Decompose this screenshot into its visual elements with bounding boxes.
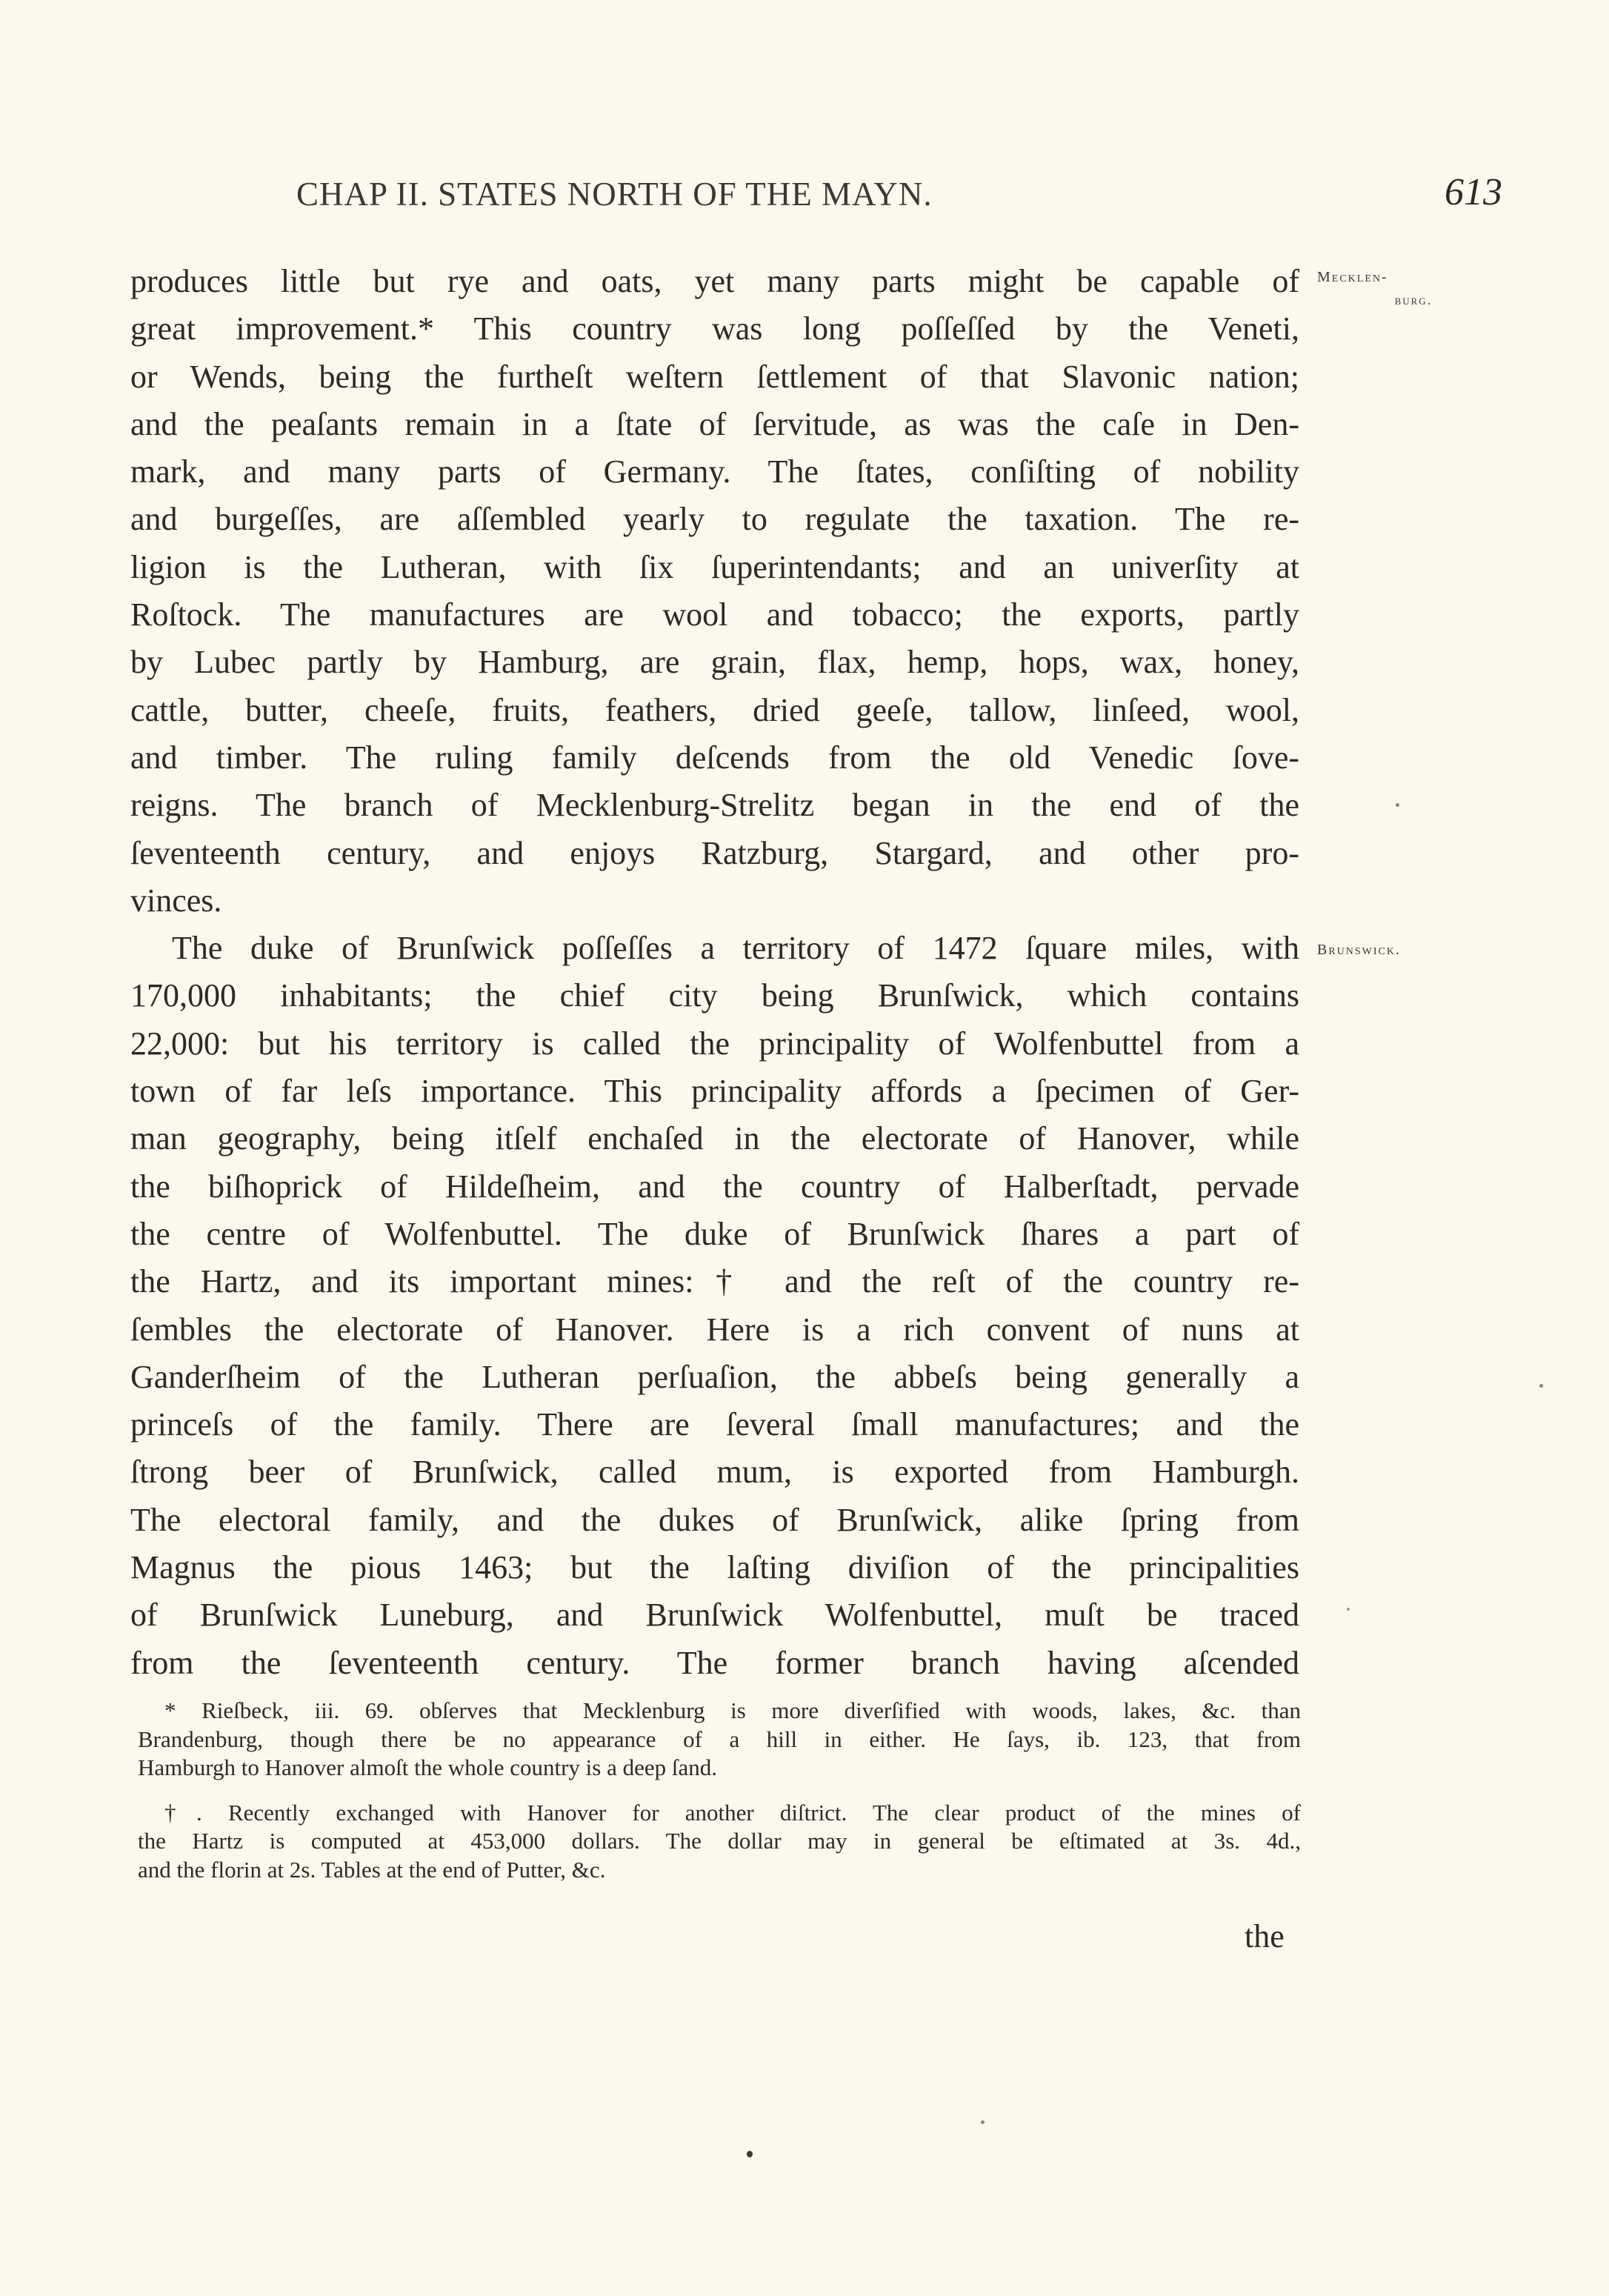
footnotes xyxy=(138,1697,1301,1884)
footnote-2 xyxy=(138,1799,1301,1885)
catchword: the xyxy=(1245,1918,1285,1954)
ink-speck xyxy=(1347,1608,1350,1611)
text-line: The electoral family, and the dukes of Brunſwick, alike ſpring from xyxy=(130,1501,1299,1538)
page-number: 613 xyxy=(1445,171,1502,213)
text-line: princeſs of the family. There are ſeveral ſmall manufactures; and the xyxy=(130,1406,1299,1443)
marginal-note-mecklenburg-line1: Mecklen- xyxy=(1317,269,1388,285)
text-line: by Lubec partly by Hamburg, are grain, flax, hemp, hops, wax, honey, xyxy=(130,644,1299,681)
text-line: produces little but rye and oats, yet many parts might be capable of xyxy=(130,263,1299,299)
text-line: ſembles the electorate of Hanover. Here is a rich convent of nuns at xyxy=(130,1311,1299,1348)
footnote-line: Hamburgh to Hanover almoſt the whole country is a deep ſand. xyxy=(138,1754,717,1780)
text-line: from the ſeventeenth century. The former branch having aſcended xyxy=(130,1644,1299,1681)
text-line: cattle, butter, cheeſe, fruits, feathers, dried geeſe, tallow, linſeed, wool, xyxy=(130,691,1299,728)
text-line: ſeventeenth century, and enjoys Ratzburg, Stargard, and other pro- xyxy=(130,834,1299,871)
text-line: and burgeſſes, are aſſembled yearly to regulate the taxation. The re- xyxy=(130,501,1299,538)
marginal-note-mecklenburg-line2: burg. xyxy=(1394,293,1433,308)
text-line: ſtrong beer of Brunſwick, called mum, is exported from Hamburgh. xyxy=(130,1454,1299,1491)
body-text xyxy=(130,258,1299,1687)
text-line: mark, and many parts of Germany. The ſtates, conſiſting of nobility xyxy=(130,453,1299,490)
text-line: Roſtock. The manufactures are wool and tobacco; the exports, partly xyxy=(130,596,1299,633)
text-line: 170,000 inhabitants; the chief city being Brunſwick, which contains xyxy=(130,977,1299,1014)
text-line: or Wends, being the furtheſt weſtern ſettlement of that Slavonic nation; xyxy=(130,358,1299,395)
ink-speck xyxy=(1539,1384,1543,1388)
footnote-gap xyxy=(138,1783,1301,1799)
text-line: vinces. xyxy=(130,882,222,919)
footnote-line: Brandenburg, though there be no appearance of a hill in either. He ſays, ib. 123, that from xyxy=(138,1726,1301,1752)
text-line: Magnus the pious 1463; but the laſting diviſion of the principalities xyxy=(130,1549,1299,1586)
text-line: The duke of Brunſwick poſſeſſes a territory of 1472 ſquare miles, with xyxy=(172,930,1299,967)
footnote-line: the Hartz is computed at 453,000 dollars. The dollar may in general be eſtimated at 3s. 4d., xyxy=(138,1828,1301,1854)
footnote-1 xyxy=(138,1697,1301,1783)
running-head: CHAP II. STATES NORTH OF THE MAYN. xyxy=(296,176,933,213)
text-line: man geography, being itſelf enchaſed in the electorate of Hanover, while xyxy=(130,1120,1299,1157)
text-line: of Brunſwick Luneburg, and Brunſwick Wolfenbuttel, muſt be traced xyxy=(130,1597,1299,1634)
footnote-line: * Rieſbeck, iii. 69. obſerves that Mecklenburg is more diverſified with woods, lakes, &c. than xyxy=(164,1697,1301,1723)
text-line: and timber. The ruling family deſcends from the old Venedic ſove- xyxy=(130,739,1299,776)
text-line: the Hartz, and its important mines:† and the reſt of the country re- xyxy=(130,1263,1299,1300)
marginal-note-mecklenburg xyxy=(1317,267,1495,311)
ink-speck xyxy=(981,2120,985,2124)
text-line: and the peaſants remain in a ſtate of ſervitude, as was the caſe in Den- xyxy=(130,405,1299,442)
text-line: the centre of Wolfenbuttel. The duke of Brunſwick ſhares a part of xyxy=(130,1215,1299,1252)
marginal-note-brunswick: Brunswick. xyxy=(1317,942,1402,958)
text-line: the biſhoprick of Hildeſheim, and the country of Halberſtadt, pervade xyxy=(130,1168,1299,1205)
ink-speck xyxy=(1396,803,1399,807)
text-line: Ganderſheim of the Lutheran perſuaſion, the abbeſs being generally a xyxy=(130,1358,1299,1395)
text-line: great improvement.* This country was long poſſeſſed by the Veneti, xyxy=(130,310,1299,347)
footnote-line: and the florin at 2s. Tables at the end of Putter, &c. xyxy=(138,1856,606,1883)
text-line: ligion is the Lutheran, with ſix ſuperintendants; and an univerſity at xyxy=(130,548,1299,585)
text-line: reigns. The branch of Mecklenburg-Strelitz began in the end of the xyxy=(130,787,1299,824)
text-line: 22,000: but his territory is called the principality of Wolfenbuttel from a xyxy=(130,1025,1299,1062)
footnote-line: †. Recently exchanged with Hanover for another diſtrict. The clear product of the mines of xyxy=(164,1799,1301,1826)
ink-speck xyxy=(747,2151,753,2157)
text-line: town of far leſs importance. This principality affords a ſpecimen of Ger- xyxy=(130,1073,1299,1110)
